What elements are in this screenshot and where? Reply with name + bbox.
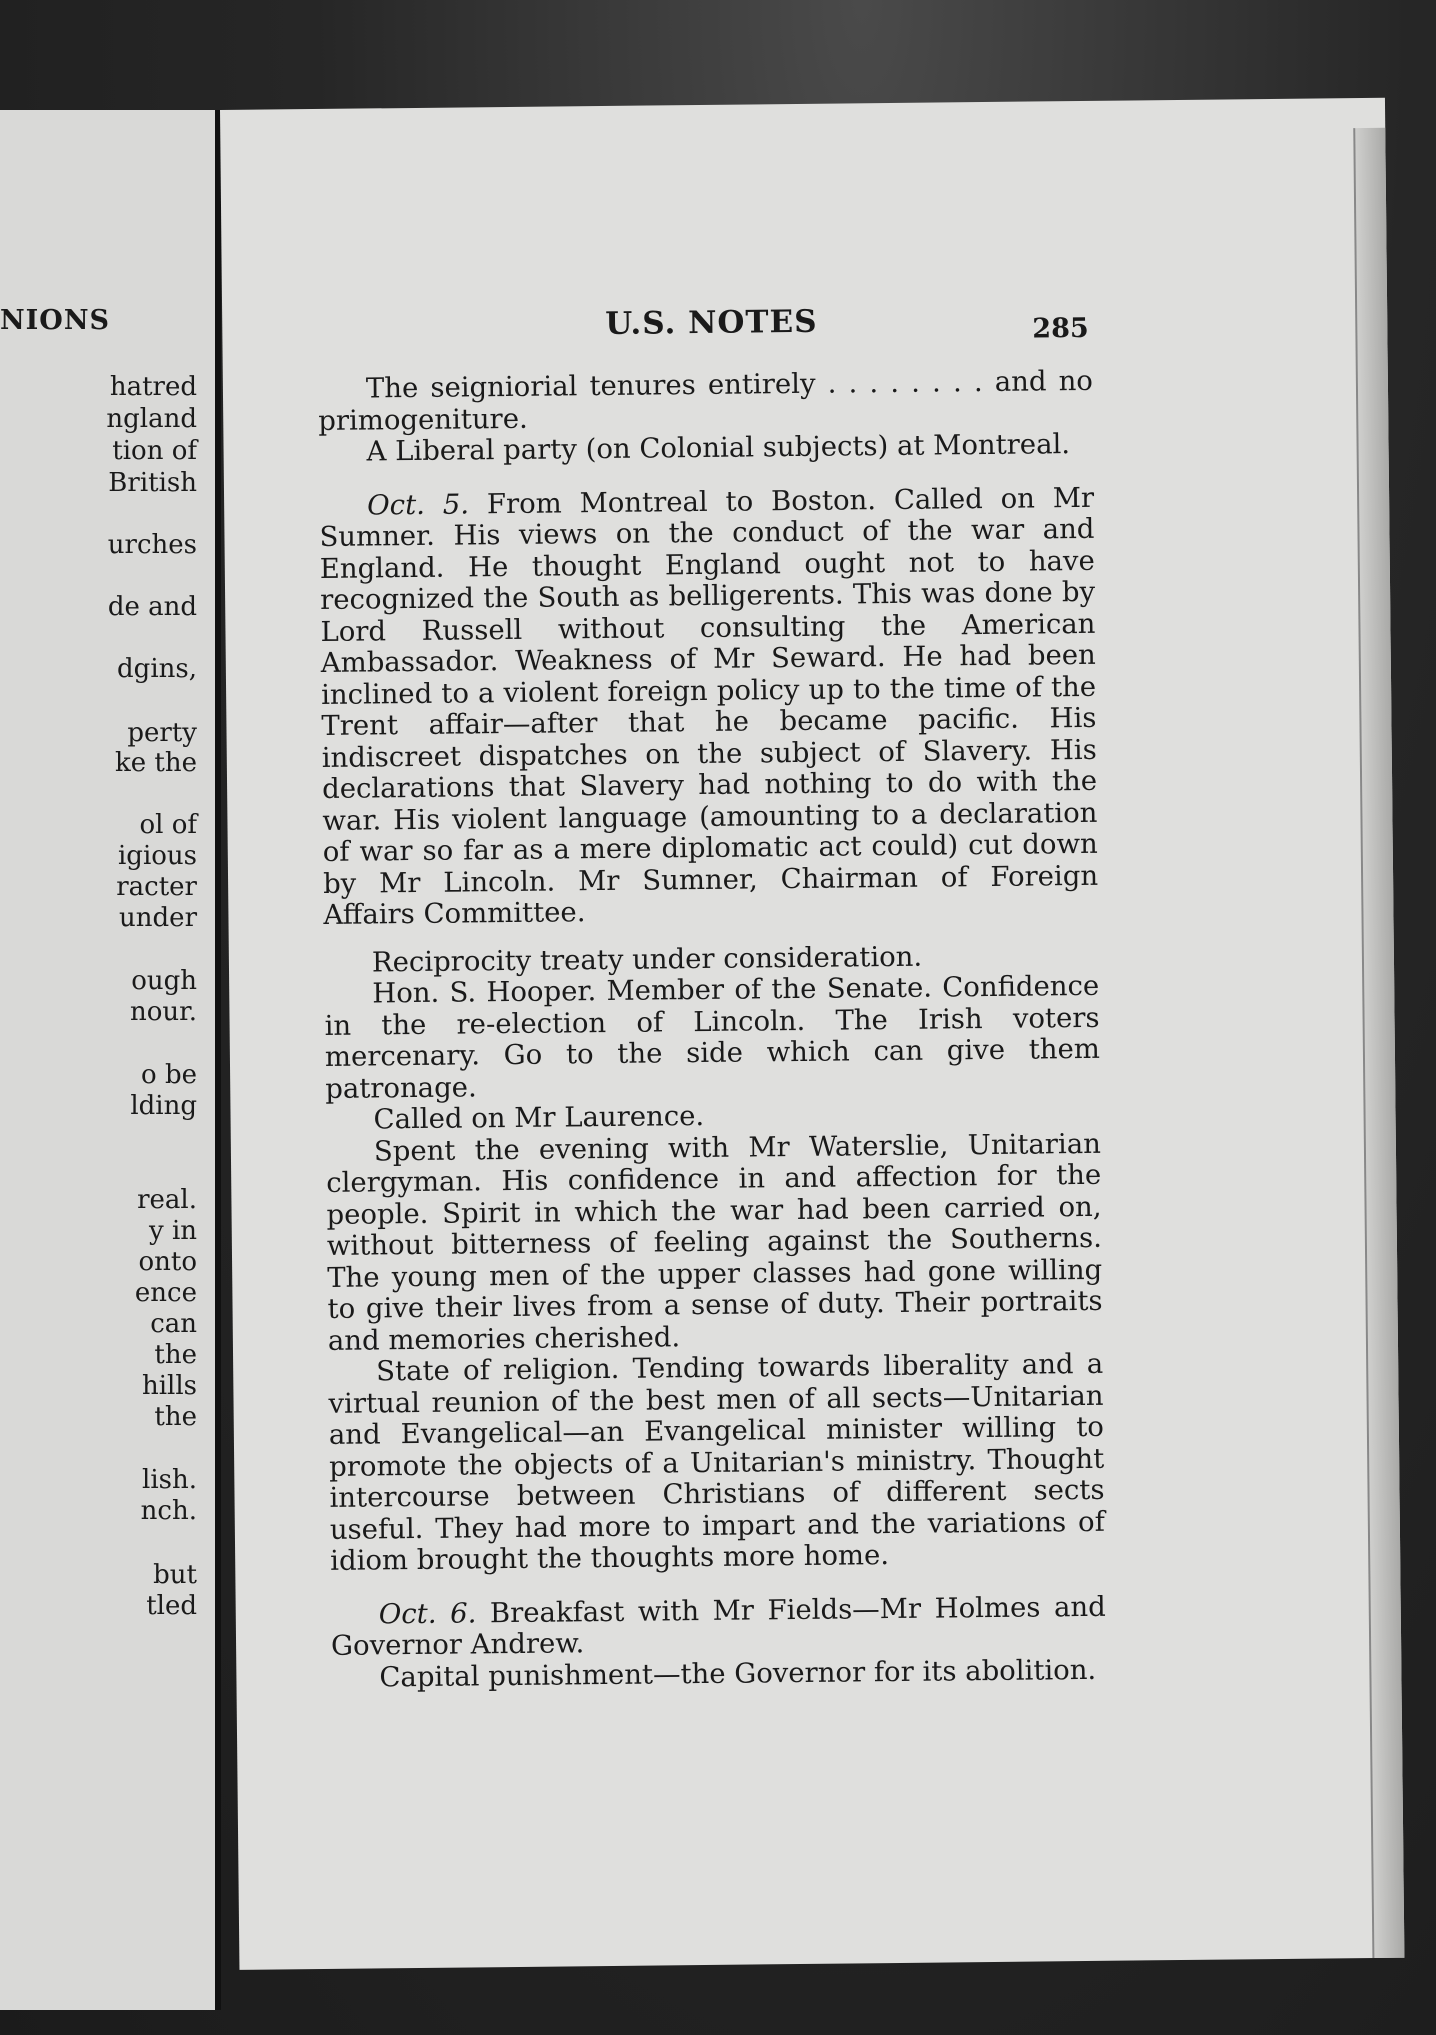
paragraph <box>318 366 1094 437</box>
left-line: ough <box>131 966 197 996</box>
paragraph-text: State of religion. Tending towards liberality and a virtual reunion of the best men of all sects—Unitarian and Evangelical—an Evangelical minister willing to promote the objects of a Unitarian's ministry. Thought intercourse between Christians of different sects useful. They had more to impart and the variations of idiom brought the thoughts more home. <box>328 1347 1105 1577</box>
paragraph-text: Capital punishment—the Governor for its abolition. <box>379 1653 1097 1693</box>
left-line: urches <box>107 530 197 560</box>
left-line: de and <box>107 592 197 622</box>
left-line: the <box>154 1340 197 1370</box>
left-line: o be <box>141 1060 197 1090</box>
paragraph <box>318 429 1093 469</box>
left-line: hills <box>141 1371 197 1401</box>
left-line: ke the <box>115 748 197 778</box>
left-line: dgins, <box>117 654 197 684</box>
left-line: lding <box>130 1091 197 1121</box>
left-line: nch. <box>140 1496 197 1526</box>
paragraph-text: Breakfast with Mr Fields—Mr Holmes and Governor Andrew. <box>330 1590 1106 1662</box>
entry-date: Oct. 6. <box>378 1596 477 1630</box>
paragraph-text: Reciprocity treaty under consideration. <box>371 940 923 978</box>
left-line: tion of <box>112 436 197 466</box>
paragraph <box>328 1349 1105 1578</box>
paragraph-text: A Liberal party (on Colonial subjects) at Montreal. <box>366 428 1071 468</box>
page-number: 285 <box>1032 312 1089 345</box>
left-line: the <box>154 1402 197 1432</box>
left-line: onto <box>138 1247 197 1277</box>
running-title: U.S. NOTES <box>605 303 818 342</box>
paragraph <box>324 971 1100 1105</box>
left-running-title: NIONS <box>0 305 111 336</box>
left-line: ngland <box>106 404 197 434</box>
left-line: tled <box>146 1591 197 1621</box>
left-line: racter <box>116 872 197 902</box>
left-line: hatred <box>109 372 197 402</box>
left-page-fragment <box>0 110 221 2010</box>
book-page <box>220 98 1404 1970</box>
dated-entry <box>319 482 1099 931</box>
paragraph-text: Hon. S. Hooper. Member of the Senate. Confidence in the re-election of Lincoln. The Irish voters mercenary. Go to the side which can give them patronage. <box>324 969 1101 1105</box>
entry-date: Oct. 5. <box>366 487 470 521</box>
left-line: perty <box>127 718 197 748</box>
left-line: ence <box>134 1278 197 1308</box>
page-body <box>318 366 1107 1694</box>
left-line: y in <box>148 1216 197 1246</box>
paragraph <box>331 1654 1106 1694</box>
paragraph-text: From Montreal to Boston. Called on Mr Sumner. His views on the conduct of the war and England. He thought England ought not to have recognized the South as belligerents. This was done by Lord Russell without consulting the American Ambassador. Weakness of Mr Seward. He had been inclined to a violent foreign policy up to the time of the Trent affair—after that he became pacific. His indiscreet dispatches on the subject of Slavery. His declarations that Slavery had nothing to do with the war. His violent language (amounting to a declaration of war so far as a mere diplomatic act could) cut down by Mr Lincoln. Mr Sumner, Chairman of Foreign Affairs Committee. <box>319 481 1099 931</box>
left-line: under <box>119 903 197 933</box>
left-line: lish. <box>142 1465 197 1495</box>
page-header <box>222 298 1387 360</box>
paragraph <box>326 1128 1103 1357</box>
paragraph-text: Called on Mr Laurence. <box>373 1099 705 1136</box>
paragraph-text: Spent the evening with Mr Waterslie, Unitarian clergyman. His confidence in and affection for the people. Spirit in which the war had been carried on, without bitterness of feeling against the Southerns. The young men of the upper classes had gone willing to give their lives from a sense of duty. Their portraits and memories cherished. <box>326 1127 1103 1357</box>
left-line: British <box>108 468 197 498</box>
left-line: but <box>153 1560 197 1590</box>
paragraph-text: The seigniorial tenures entirely . . . . . . . . and no primogeniture. <box>318 364 1094 437</box>
left-line: real. <box>137 1185 197 1215</box>
left-line: nour. <box>130 997 197 1027</box>
left-line: can <box>150 1309 197 1339</box>
left-line: ol of <box>139 810 197 840</box>
left-line: igious <box>117 841 197 871</box>
dated-entry <box>331 1591 1107 1662</box>
